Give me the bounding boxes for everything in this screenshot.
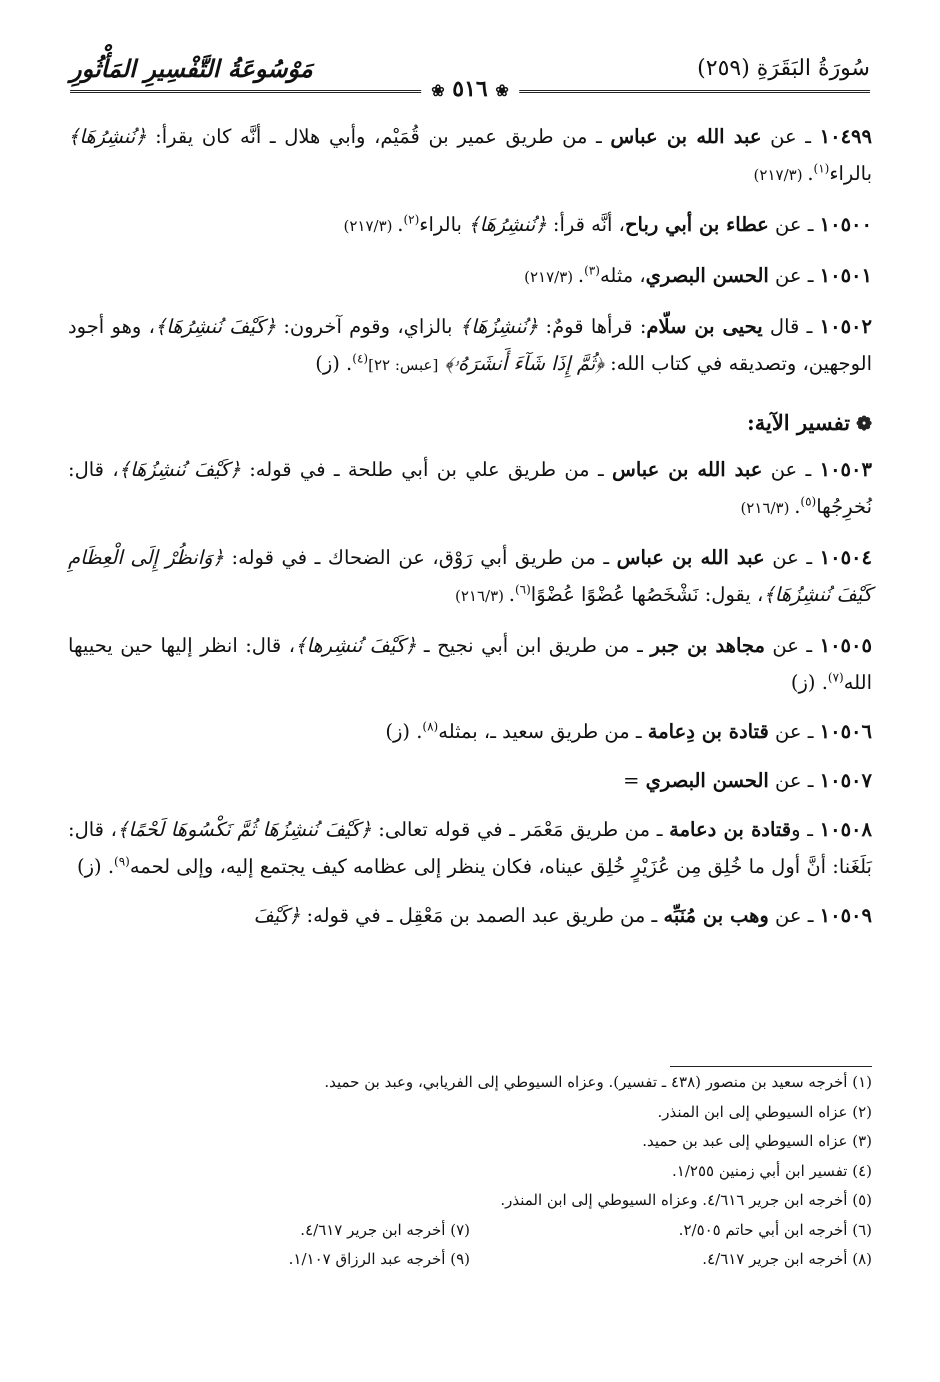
entry-text: . (ز) [385, 720, 423, 743]
entry-text: ـ من طريق عمير بن قُمَيْم، وأبي هلال ـ أنَّه كان يقرأ: [146, 125, 611, 148]
entry-text: ، قال: بَلَغَنا: أنَّ أول ما خُلِق مِن عُزَيْرٍ خُلِق عيناه، فكان ينظر إلى عظامه كيف يجتمع إليه، وإلى لحمه [68, 818, 872, 878]
entry-text: . [794, 495, 801, 518]
entry-text: ، قال: [68, 458, 119, 481]
narrator-name: الحسن البصري [645, 769, 769, 792]
footnote-marker: (٥) [800, 494, 817, 509]
quran-quote: ﴿كَيْفَ نُنشِرُهَا﴾ [154, 315, 277, 338]
footnote-8: (٨) أخرجه ابن جرير ٤/٦١٧. [702, 1250, 872, 1268]
entry-text: ـ قال [762, 315, 820, 338]
entry-text: نُخرِجُها [816, 495, 872, 518]
book-title: مَوْسُوعَةُ التَّفْسِيرِ المَأْثُورِ [70, 54, 313, 83]
quran-quote: ﴿كَيْفَ [253, 904, 301, 927]
entry-10502 [68, 308, 872, 384]
footnote-9: (٩) أخرجه عبد الرزاق ١/١٠٧. [288, 1250, 470, 1268]
narrator-name: قتادة بن دِعامة [647, 720, 769, 743]
footnote-separator [670, 1066, 872, 1067]
page-number-box [421, 76, 519, 102]
entry-10500 [68, 206, 872, 245]
surah-title: سُورَةُ البَقَرَةِ (٢٥٩) [697, 56, 870, 81]
section-heading [68, 404, 872, 443]
flower-ornament-icon: ❀ [495, 81, 509, 100]
footnote-row [68, 1216, 872, 1246]
entry-text: نَشْخَصُها عُضْوًا عُضْوًا [530, 583, 699, 606]
entry-10499 [68, 118, 872, 194]
entry-number: ١٠٥٠٣ [819, 458, 872, 481]
entry-text: ـ عن [768, 213, 820, 236]
narrator-name: الحسن البصري [645, 264, 769, 287]
quran-quote: ﴿كَيْفَ نُنشِرها﴾ [295, 634, 417, 657]
footnotes [68, 1068, 872, 1275]
footnote-3: (٣) عزاه السيوطي إلى عبد بن حميد. [642, 1132, 872, 1150]
entry-10505 [68, 627, 872, 701]
entry-text: . (ز) [76, 855, 115, 878]
entry-text: ، يقول: [698, 583, 764, 606]
entry-text: . (ز) [790, 671, 828, 694]
narrator-name: قتادة بن دعامة [669, 818, 792, 841]
entry-10507 [68, 762, 872, 799]
volume-reference: (٢١٧/٣) [753, 166, 808, 184]
footnote-marker: (٤) [352, 351, 369, 366]
entry-text: ـ عن [761, 125, 820, 148]
footnote-1: (١) أخرجه سعيد بن منصور (٤٣٨ ـ تفسير). وعزاه السيوطي إلى الفريابي، وعبد بن حميد. [324, 1073, 872, 1091]
quran-quote: ﴿نُنشِرُهَا﴾ [68, 125, 147, 148]
entry-text: ، أنَّه قرأ: [546, 213, 625, 236]
footnote-marker: (٣) [584, 263, 600, 278]
entry-10504 [68, 539, 872, 615]
quran-quote: ﴿ثُمَّ إِذَا شَآءَ أَنشَرَهُۥ﴾ [444, 352, 604, 375]
entry-text: ـ عن [768, 264, 820, 287]
footnote-marker: (١) [813, 161, 830, 176]
footnote-marker: (٦) [514, 582, 531, 597]
section-title: تفسير الآية: [746, 410, 851, 435]
entry-number: ١٠٥٠٨ [819, 818, 872, 841]
volume-reference: (٢١٦/٣) [740, 499, 795, 517]
entry-text: ـ من طريق علي بن أبي طلحة ـ في قوله: [240, 458, 613, 481]
entry-text: ـ عن [768, 720, 820, 743]
narrator-name: يحيى بن سلّام [646, 315, 763, 338]
entry-text: بالراء [829, 162, 872, 185]
entry-text: ، مثله [599, 264, 646, 287]
entry-text: . (ز) [315, 352, 353, 375]
entry-text: ـ عن [764, 634, 820, 657]
entry-text: ، قال: انظر إليها حين يحييها الله [68, 634, 872, 694]
entry-text: ـ و [791, 818, 820, 841]
entry-text: . [807, 162, 814, 185]
entry-text: ـ عن [768, 769, 820, 792]
entry-text: ـ من طريق سعيد ـ، بمثله [438, 720, 648, 743]
narrator-name: عبد الله بن عباس [616, 546, 765, 569]
flower-ornament-icon: ❁ [856, 413, 872, 435]
volume-reference: (٢١٧/٣) [343, 217, 398, 235]
entry-text: . [577, 264, 585, 287]
narrator-name: عطاء بن أبي رباح [624, 213, 769, 236]
entry-text: = [623, 769, 646, 792]
entry-number: ١٠٥٠٤ [819, 546, 872, 569]
volume-reference: (٢١٦/٣) [455, 587, 509, 605]
page-number: ٥١٦ [452, 76, 488, 102]
main-text [68, 118, 872, 946]
entry-text: بالزاي، وقوم آخرون: [276, 315, 460, 338]
quran-quote: ﴿وَانظُرْ إِلَى الْعِظَامِ كَيْفَ نُنشِزُهَا﴾ [68, 546, 872, 606]
footnote-6: (٦) أخرجه ابن أبي حاتم ٢/٥٠٥. [678, 1220, 872, 1239]
surah-citation: [عبس: ٢٢] [368, 356, 439, 374]
footnote-7: (٧) أخرجه ابن جرير ٤/٦١٧. [300, 1220, 470, 1239]
footnote-marker: (٨) [422, 719, 439, 734]
entry-text: ـ عن [762, 458, 820, 481]
entry-10508 [68, 811, 872, 885]
narrator-name: وهب بن مُنَبِّه [663, 904, 769, 927]
quran-quote: ﴿نُنشِزُهَا﴾ [459, 315, 539, 338]
entry-number: ١٠٥٠٩ [819, 904, 872, 927]
footnote-2: (٢) عزاه السيوطي إلى ابن المنذر. [657, 1102, 872, 1121]
quran-quote: ﴿نُنشِرُهَا﴾ [468, 213, 547, 236]
entry-text: : قرأها قومٌ: [538, 315, 647, 338]
page-header [70, 50, 870, 106]
entry-text: . [397, 213, 404, 236]
entry-text: ـ من طريق ابن أبي نجيح ـ [416, 634, 651, 657]
entry-number: ١٠٥٠١ [819, 264, 872, 287]
entry-text: ـ من طريق أبي رَوْق، عن الضحاك ـ في قوله: [223, 546, 617, 569]
entry-10501 [68, 257, 872, 296]
quran-quote: ﴿كَيْفَ نُنشِزُهَا ثُمَّ نَكْسُوهَا لَحْمًا﴾ [116, 818, 372, 841]
narrator-name: عبد الله بن عباس [610, 125, 762, 148]
entry-10506 [68, 713, 872, 750]
entry-text: ـ عن [764, 546, 820, 569]
quran-quote: ﴿كَيْفَ نُنشِزُهَا﴾ [118, 458, 241, 481]
footnote-5: (٥) أخرجه ابن جرير ٤/٦١٦. وعزاه السيوطي إلى ابن المنذر. [500, 1191, 872, 1209]
entry-text: ـ من طريق عبد الصمد بن مَعْقِل ـ في قوله: [300, 904, 664, 927]
entry-text: بالراء [419, 213, 469, 236]
footnote-marker: (٧) [827, 670, 844, 685]
entry-number: ١٠٥٠٢ [819, 315, 872, 338]
narrator-name: مجاهد بن جبر [650, 634, 765, 657]
footnote-row [68, 1245, 872, 1275]
footnote-marker: (٩) [114, 854, 130, 869]
narrator-name: عبد الله بن عباس [612, 458, 763, 481]
entry-text: . [508, 583, 515, 606]
entry-number: ١٠٤٩٩ [819, 125, 872, 148]
entry-number: ١٠٥٠٠ [819, 213, 872, 236]
footnote-4: (٤) تفسير ابن أبي زمنين ١/٢٥٥. [672, 1161, 872, 1180]
footnote-marker: (٢) [403, 212, 420, 227]
entry-number: ١٠٥٠٥ [819, 634, 872, 657]
entry-text: ، وهو أجود الوجهين، وتصديقه في كتاب الله: [68, 315, 872, 375]
entry-text: ـ عن [768, 904, 820, 927]
entry-text: ـ من طريق مَعْمَر ـ في قوله تعالى: [371, 818, 670, 841]
entry-10509 [68, 897, 872, 934]
entry-number: ١٠٥٠٧ [819, 769, 872, 792]
volume-reference: (٢١٧/٣) [524, 268, 578, 286]
entry-10503 [68, 451, 872, 527]
flower-ornament-icon: ❀ [431, 81, 445, 100]
entry-number: ١٠٥٠٦ [819, 720, 872, 743]
